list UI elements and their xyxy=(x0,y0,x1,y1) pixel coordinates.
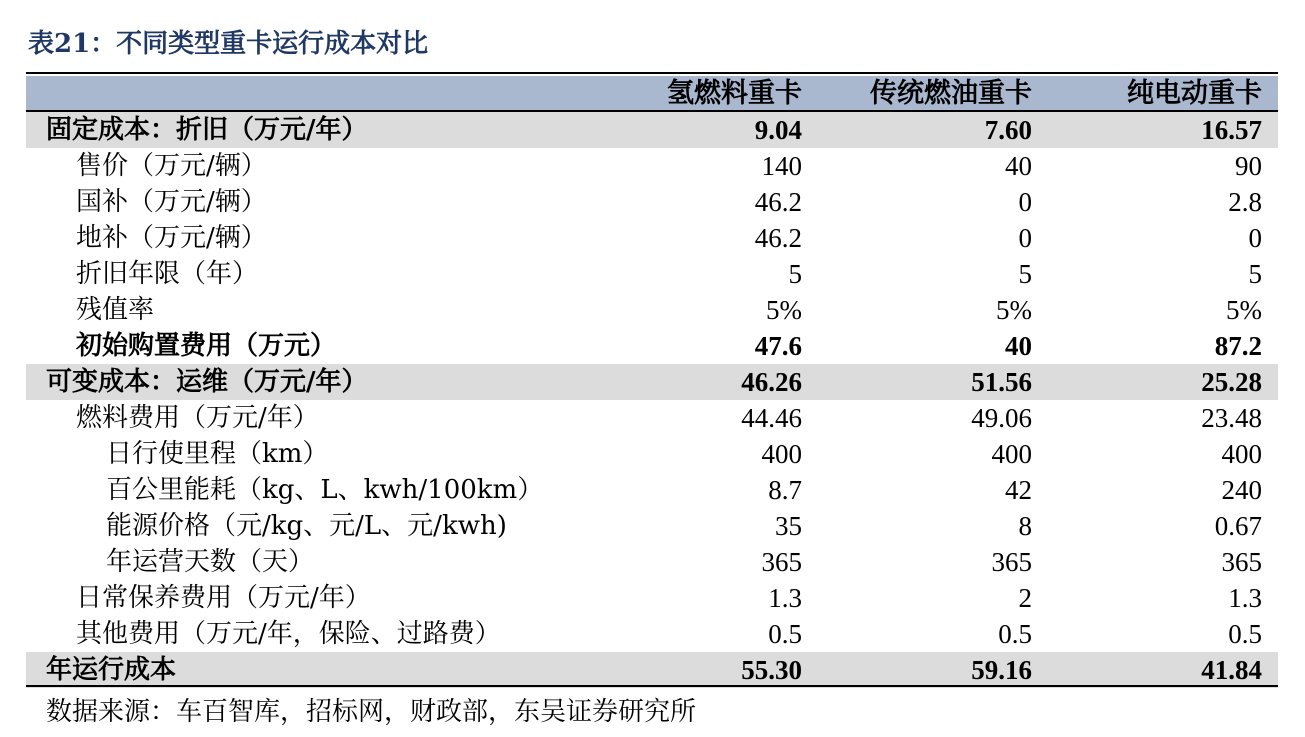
table-row xyxy=(26,184,1278,220)
cell-hydrogen: 46.2 xyxy=(754,187,802,217)
cell-diesel: 2 xyxy=(1018,583,1032,613)
cell-diesel: 40 xyxy=(1005,331,1032,361)
table-bottom-rule xyxy=(26,685,1278,687)
cell-diesel: 400 xyxy=(991,439,1032,469)
cell-hydrogen: 8.7 xyxy=(768,475,802,505)
cell-hydrogen: 55.30 xyxy=(741,655,802,685)
table-row xyxy=(26,544,1278,580)
table-row xyxy=(26,652,1278,688)
table-row xyxy=(26,328,1278,364)
cell-electric: 400 xyxy=(1221,439,1262,469)
table-row xyxy=(26,220,1278,256)
cell-electric: 90 xyxy=(1235,151,1262,181)
cell-hydrogen: 140 xyxy=(761,151,802,181)
cell-diesel: 0.5 xyxy=(998,619,1032,649)
cell-diesel: 0 xyxy=(1018,223,1032,253)
cell-electric: 23.48 xyxy=(1201,403,1262,433)
cell-hydrogen: 46.26 xyxy=(741,367,802,397)
table-row xyxy=(26,436,1278,472)
cell-electric: 2.8 xyxy=(1228,187,1262,217)
cell-diesel: 0 xyxy=(1018,187,1032,217)
row-label: 国补（万元/辆） xyxy=(76,187,267,217)
cell-hydrogen: 44.46 xyxy=(741,403,802,433)
table-row xyxy=(26,616,1278,652)
cell-electric: 0.67 xyxy=(1214,511,1262,541)
table-row xyxy=(26,256,1278,292)
cell-electric: 0 xyxy=(1248,223,1262,253)
column-header-hydrogen: 氢燃料重卡 xyxy=(667,78,802,109)
cell-electric: 16.57 xyxy=(1201,115,1262,145)
table-row xyxy=(26,364,1278,400)
table-top-rule xyxy=(26,72,1278,74)
row-label: 燃料费用（万元/年） xyxy=(76,403,319,433)
cell-electric: 41.84 xyxy=(1201,655,1262,685)
cell-diesel: 40 xyxy=(1005,151,1032,181)
row-label: 年运行成本 xyxy=(46,655,177,685)
column-header-electric: 纯电动重卡 xyxy=(1127,78,1262,109)
column-header-diesel: 传统燃油重卡 xyxy=(870,78,1032,109)
row-label: 固定成本：折旧（万元/年） xyxy=(46,115,368,145)
cell-hydrogen: 9.04 xyxy=(754,115,802,145)
cell-electric: 365 xyxy=(1221,547,1262,577)
table-row xyxy=(26,292,1278,328)
cell-diesel: 5 xyxy=(1018,259,1032,289)
row-label: 能源价格（元/kg、元/L、元/kwh) xyxy=(106,511,507,541)
cell-electric: 1.3 xyxy=(1228,583,1262,613)
row-label: 初始购置费用（万元） xyxy=(76,331,337,361)
cell-electric: 5% xyxy=(1226,295,1262,325)
cell-diesel: 49.06 xyxy=(971,403,1032,433)
cell-hydrogen: 47.6 xyxy=(754,331,802,361)
table-row xyxy=(26,508,1278,544)
row-label: 年运营天数（天） xyxy=(106,547,315,577)
row-label: 百公里能耗（kg、L、kwh/100km） xyxy=(106,475,544,505)
cell-hydrogen: 400 xyxy=(761,439,802,469)
table-row xyxy=(26,400,1278,436)
cell-electric: 0.5 xyxy=(1228,619,1262,649)
data-source-note: 数据来源：车百智库，招标网，财政部，东吴证券研究所 xyxy=(46,697,697,727)
cell-electric: 240 xyxy=(1221,475,1262,505)
row-label: 日常保养费用（万元/年） xyxy=(76,583,371,613)
row-label: 地补（万元/辆） xyxy=(76,223,267,253)
cell-diesel: 7.60 xyxy=(984,115,1032,145)
table-row xyxy=(26,112,1278,148)
cell-diesel: 59.16 xyxy=(971,655,1032,685)
cell-hydrogen: 1.3 xyxy=(768,583,802,613)
cell-hydrogen: 46.2 xyxy=(754,223,802,253)
cell-diesel: 365 xyxy=(991,547,1032,577)
row-label: 残值率 xyxy=(76,295,155,325)
cell-hydrogen: 0.5 xyxy=(768,619,802,649)
cell-electric: 25.28 xyxy=(1201,367,1262,397)
row-label: 可变成本：运维（万元/年） xyxy=(46,367,368,397)
cell-diesel: 51.56 xyxy=(971,367,1032,397)
cell-diesel: 8 xyxy=(1018,511,1032,541)
cell-hydrogen: 365 xyxy=(761,547,802,577)
row-label: 售价（万元/辆） xyxy=(76,151,267,181)
row-label: 其他费用（万元/年，保险、过路费） xyxy=(76,619,501,649)
row-label: 日行使里程（km） xyxy=(106,439,329,469)
cell-hydrogen: 5% xyxy=(766,295,802,325)
cell-diesel: 42 xyxy=(1005,475,1032,505)
cell-hydrogen: 5 xyxy=(788,259,802,289)
cell-electric: 5 xyxy=(1248,259,1262,289)
cell-diesel: 5% xyxy=(996,295,1032,325)
row-label: 折旧年限（年） xyxy=(76,259,259,289)
cell-hydrogen: 35 xyxy=(775,511,802,541)
table-row xyxy=(26,148,1278,184)
cell-electric: 87.2 xyxy=(1214,331,1262,361)
table-title: 表21：不同类型重卡运行成本对比 xyxy=(28,29,429,59)
table-row xyxy=(26,580,1278,616)
table-row xyxy=(26,472,1278,508)
